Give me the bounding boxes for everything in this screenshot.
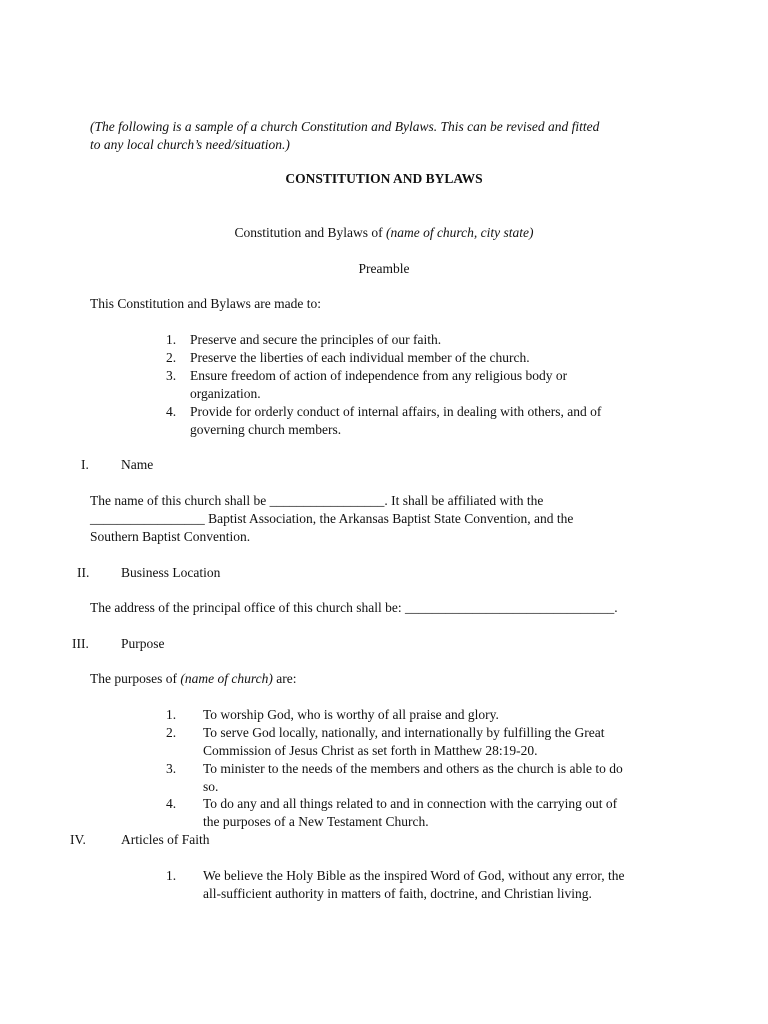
section-number: III.	[72, 636, 89, 651]
list-item: Provide for orderly conduct of internal affairs, in dealing with others, and of	[190, 404, 602, 419]
section-heading-purpose: Purpose	[121, 636, 165, 651]
list-number: 1.	[166, 868, 177, 883]
list-item-continued: organization.	[190, 386, 261, 401]
section-paragraph-line: The name of this church shall be _________________. It shall be affiliated with the	[90, 493, 544, 508]
list-item-continued: the purposes of a New Testament Church.	[203, 814, 429, 829]
intro-line-1: (The following is a sample of a church Constitution and Bylaws. This can be revised and fitted	[90, 119, 600, 134]
list-item-continued: Commission of Jesus Christ as set forth in Matthew 28:19-20.	[203, 743, 538, 758]
list-item-continued: governing church members.	[190, 422, 342, 437]
purpose-intro-placeholder: (name of church)	[180, 671, 273, 686]
purpose-intro	[90, 670, 296, 688]
section-heading-articles-of-faith: Articles of Faith	[121, 832, 210, 847]
section-number: II.	[77, 565, 90, 580]
preamble-intro: This Constitution and Bylaws are made to:	[90, 296, 321, 311]
preamble-heading: Preamble	[358, 261, 410, 276]
list-item: To do any and all things related to and in connection with the carrying out of	[203, 796, 618, 811]
list-number: 4.	[166, 796, 177, 811]
list-item: To minister to the needs of the members and others as the church is able to do	[203, 761, 623, 776]
list-number: 3.	[166, 368, 177, 383]
list-item: Ensure freedom of action of independence from any religious body or	[190, 368, 568, 383]
section-heading-business-location: Business Location	[121, 565, 221, 580]
subtitle-placeholder: (name of church, city state)	[385, 225, 534, 240]
list-number: 1.	[166, 332, 177, 347]
list-number: 3.	[166, 761, 177, 776]
purpose-intro-prefix: The purposes of	[90, 671, 181, 686]
list-item-continued: so.	[203, 779, 219, 794]
section-paragraph-line: Southern Baptist Convention.	[90, 529, 251, 544]
section-heading-name: Name	[121, 457, 154, 472]
section-number: IV.	[70, 832, 86, 847]
list-number: 2.	[166, 350, 177, 365]
section-paragraph-line: _________________ Baptist Association, the Arkansas Baptist State Convention, and the	[90, 511, 574, 526]
section-number: I.	[81, 457, 89, 472]
list-item: Preserve the liberties of each individual member of the church.	[190, 350, 530, 365]
intro-line-2: to any local church’s need/situation.)	[90, 137, 290, 152]
subtitle-prefix: Constitution and Bylaws of	[234, 225, 386, 240]
section-paragraph-line: The address of the principal office of this church shall be: _______________________________.	[90, 600, 618, 615]
list-item: We believe the Holy Bible as the inspired Word of God, without any error, the	[203, 868, 625, 883]
list-item: Preserve and secure the principles of our faith.	[190, 332, 442, 347]
list-item: To serve God locally, nationally, and internationally by fulfilling the Great	[203, 725, 605, 740]
document-subtitle	[0, 224, 768, 242]
list-item-continued: all-sufficient authority in matters of faith, doctrine, and Christian living.	[203, 886, 592, 901]
document-title: CONSTITUTION AND BYLAWS	[285, 171, 483, 186]
list-number: 4.	[166, 404, 177, 419]
list-item: To worship God, who is worthy of all praise and glory.	[203, 707, 499, 722]
list-number: 1.	[166, 707, 177, 722]
purpose-intro-suffix: are:	[272, 671, 297, 686]
list-number: 2.	[166, 725, 177, 740]
